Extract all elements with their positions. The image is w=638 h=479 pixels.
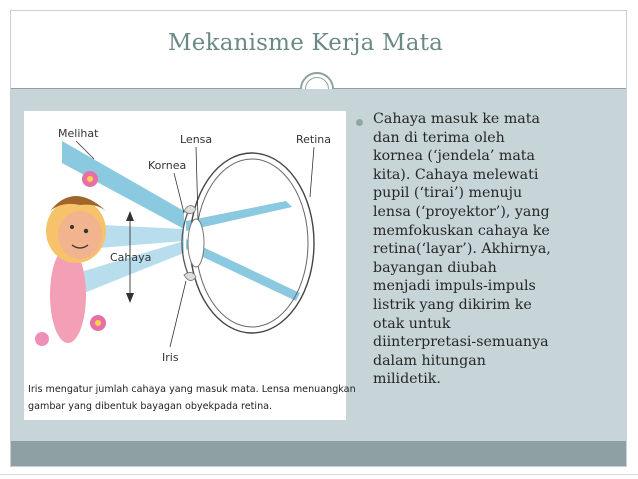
- bullet-line: pupil (‘tirai’) menuju: [373, 185, 523, 202]
- eyeball-inner: [196, 159, 308, 327]
- bullet-text: [373, 110, 605, 389]
- bullet-line: kita). Cahaya melewati: [373, 166, 539, 183]
- caption-line: Iris mengatur jumlah cahaya yang masuk mata. Lensa menuangkan: [28, 384, 356, 395]
- cahaya-arrow-up: [126, 211, 134, 221]
- label-retina: Retina: [296, 133, 331, 146]
- label-iris: Iris: [162, 351, 179, 364]
- bullet-line: kornea (‘jendela’ mata: [373, 148, 535, 165]
- bullet-line: listrik yang dikirim ke: [373, 296, 532, 313]
- leader-iris: [170, 281, 186, 347]
- bullet-marker: [356, 119, 363, 126]
- bullet-line: Cahaya masuk ke mata: [373, 111, 540, 127]
- label-melihat: Melihat: [58, 127, 99, 140]
- bullet-line: menjadi impuls-impuls: [373, 278, 536, 295]
- cahaya-arrow-down: [126, 293, 134, 303]
- leader-retina: [310, 147, 314, 197]
- bullet-line: diinterpretasi-semuanya: [373, 334, 549, 351]
- eye-diagram: [24, 111, 346, 381]
- bottom-divider: [0, 474, 638, 475]
- bullet-line: otak untuk: [373, 315, 451, 332]
- label-cahaya: Cahaya: [110, 251, 152, 264]
- eyeball-outer: [190, 153, 314, 333]
- label-kornea: Kornea: [148, 159, 187, 172]
- child-figure: [35, 171, 106, 346]
- leader-lensa: [196, 147, 198, 219]
- bullet-line: lensa (‘proyektor’), yang: [373, 203, 550, 220]
- bullet-line: bayangan diubah: [373, 259, 497, 276]
- eye-diagram-figure: [24, 111, 356, 420]
- bullet-line: retina(‘layar’). Akhirnya,: [373, 241, 551, 258]
- label-lensa: Lensa: [180, 133, 213, 146]
- footer-bar: [11, 441, 626, 466]
- bullet-line: milidetik.: [373, 371, 441, 388]
- bullet-line: dalam hitungan: [373, 352, 486, 369]
- figure-caption: [28, 381, 356, 415]
- caption-line: gambar yang dibentuk bayagan obyekpada retina.: [28, 401, 273, 412]
- bullet-line: dan di terima oleh: [373, 129, 505, 146]
- slide-title: Mekanisme Kerja Mata: [168, 30, 444, 56]
- bullet-line: memfokuskan cahaya ke: [373, 222, 550, 239]
- lens-shape: [188, 219, 204, 267]
